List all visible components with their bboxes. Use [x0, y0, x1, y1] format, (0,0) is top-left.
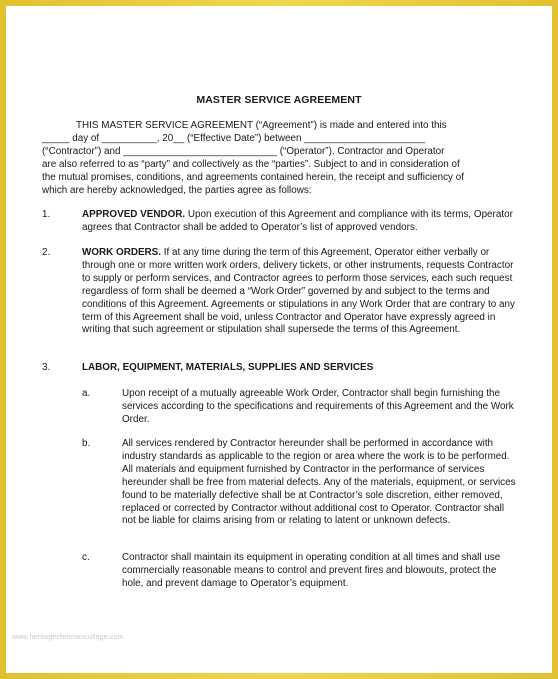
intro-line: the mutual promises, conditions, and agreements contained herein, the receipt and sufficiency of	[42, 171, 464, 183]
section-work-orders	[82, 247, 522, 337]
section-labor-equipment	[82, 362, 522, 375]
intro-line: are also referred to as “party” and collectively as the “parties”. Subject to and in consideration of	[42, 158, 460, 170]
document-title: MASTER SERVICE AGREEMENT	[196, 94, 362, 106]
section-number: 3.	[42, 362, 51, 373]
subsection-letter: c.	[82, 552, 90, 563]
intro-line: _____ day of __________, 20__ (“Effective Date”) between ______________________	[42, 132, 426, 144]
watermark: www.heritagechristiancollege.com	[12, 634, 124, 641]
document-page	[6, 6, 552, 673]
section-heading: LABOR, EQUIPMENT, MATERIALS, SUPPLIES AND SERVICES	[82, 362, 374, 373]
section-number: 2.	[42, 247, 51, 258]
subsection-text: Upon receipt of a mutually agreeable Work Order, Contractor shall begin furnishing the services according to the specifications and requirements of this Agreement and the Work Order.	[122, 388, 514, 425]
subsection-text: All services rendered by Contractor hereunder shall be performed in accordance with industry standards as applicable to the region or area where the work is to be performed. All materials and equipment furnished by Contractor in the performance of services hereunder shall be free from material defects. Any of the materials, equipment, or services found to be materially defective shall be at Contractor’s sole discretion, either removed, replaced or corrected by Contractor without additional cost to Operator. Contractor shall not be liable for claims arising from or relating to latent or unknown defects.	[122, 438, 516, 527]
section-heading: APPROVED VENDOR.	[82, 209, 186, 220]
section-number: 1.	[42, 209, 51, 220]
subsection-letter: b.	[82, 438, 91, 449]
section-approved-vendor	[82, 209, 522, 235]
intro-line: which are hereby acknowledged, the parties agree as follows:	[42, 184, 312, 196]
intro-paragraph	[42, 120, 514, 197]
intro-line: (“Contractor”) and ____________________________ (“Operator”). Contractor and Operator	[42, 145, 445, 157]
section-text: If at any time during the term of this Agreement, Operator either verbally or through one or more written work orders, delivery tickets, or other instruments, requests Contractor to supply or perform services, and Contractor agrees to perform those services, each such request regardless of form shall be deemed a “Work Order” governed by and subject to the terms and conditions of this Agreement. Agreements or stipulations in any Work Order that are contrary to any term of this Agreement shall be void, unless Contractor and Operator have expressly agreed in writing that such agreement or stipulation shall supersede the terms of this Agreement.	[82, 247, 515, 336]
subsection-letter: a.	[82, 388, 91, 399]
intro-line: THIS MASTER SERVICE AGREEMENT (“Agreement”) is made and entered into this	[76, 120, 447, 131]
subsection-text: Contractor shall maintain its equipment in operating condition at all times and shall use commercially reasonable means to control and prevent fires and blowouts, protect the hole, and prevent damage to Operator’s equipment.	[122, 552, 501, 589]
section-text: Upon execution of this Agreement and compliance with its terms, Operator agrees that Contractor shall be added to Operator’s list of approved vendors.	[82, 209, 513, 233]
section-heading: WORK ORDERS.	[82, 247, 161, 258]
